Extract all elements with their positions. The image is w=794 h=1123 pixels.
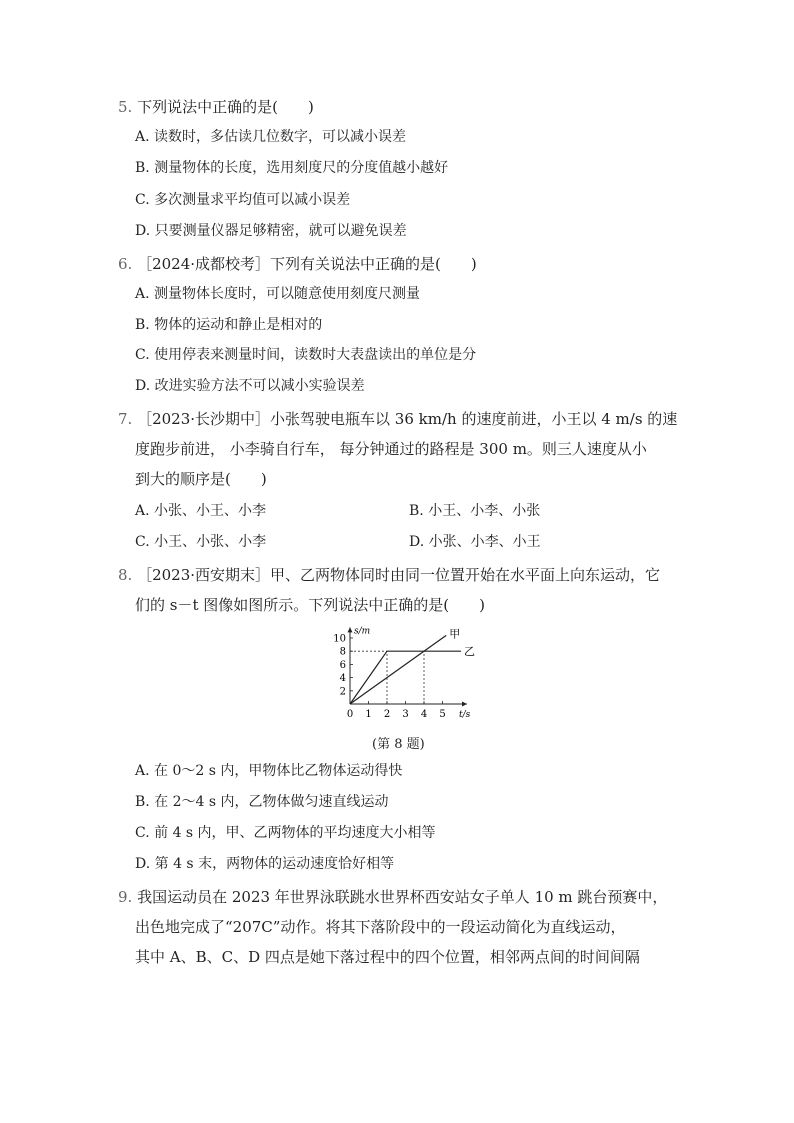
x-tick-label-5: 5: [439, 709, 446, 720]
question-6-stem: [118, 254, 477, 274]
question-8-text-2: 们的 s－t 图像如图所示。下列说法中正确的是( ): [135, 596, 485, 614]
q6-option-c: C. 使用停表来测量时间，读数时大表盘读出的单位是分: [135, 347, 477, 363]
x-axis-label: t/s: [459, 710, 471, 720]
q5-option-a: A. 读数时，多估读几位数字，可以减小误差: [135, 129, 407, 145]
q8-option-d: D. 第 4 s 末，两物体的运动速度恰好相等: [135, 856, 395, 872]
question-9-stem-line-1: [118, 887, 667, 907]
question-9-text-3: 其中 A、B、C、D 四点是她下落过程中的四个位置，相邻两点间的时间间隔: [135, 948, 640, 966]
y-axis-label: s/m: [354, 626, 371, 637]
y-tick-label-4: 4: [339, 673, 346, 685]
y-tick-label-10: 10: [333, 633, 346, 645]
y-tick-label-6: 6: [339, 659, 346, 671]
x-tick-label-2: 2: [383, 709, 391, 720]
q7-option-d: D. 小张、小李、小王: [409, 534, 541, 550]
question-6-text: ［2024·成都校考］下列有关说法中正确的是( ): [137, 255, 477, 273]
series-line-0: [350, 635, 446, 704]
question-7-text-2: 度跑步前进， 小李骑自行车， 每分钟通过的路程是 300 m。则三人速度从小: [135, 440, 647, 458]
question-7-stem-line-1: [118, 409, 677, 429]
question-9-number: 9.: [118, 888, 133, 906]
question-7-number: 7.: [118, 410, 133, 428]
question-8-text-1: ［2023·西安期末］甲、乙两物体同时由同一位置开始在水平面上向东运动，它: [137, 566, 661, 584]
question-7-text-1: ［2023·长沙期中］小张驾驶电瓶车以 36 km/h 的速度前进，小王以 4 m/s 的速: [137, 410, 678, 428]
question-5-number: 5.: [118, 98, 133, 116]
q5-option-c: C. 多次测量求平均值可以减小误差: [135, 192, 351, 208]
question-5-stem: [118, 97, 314, 117]
figure-caption: (第 8 题): [372, 737, 425, 752]
question-7-text-3: 到大的顺序是( ): [135, 470, 267, 488]
q5-option-d: D. 只要测量仪器足够精密，就可以避免误差: [135, 223, 407, 239]
q7-option-c: C. 小王、小张、小李: [135, 534, 267, 550]
question-8-stem-line-1: [118, 565, 660, 585]
question-8-number: 8.: [118, 566, 133, 584]
q6-option-b: B. 物体的运动和静止是相对的: [135, 317, 323, 333]
q8-option-c: C. 前 4 s 内，甲、乙两物体的平均速度大小相等: [135, 825, 436, 841]
q7-option-b: B. 小王、小李、小张: [409, 503, 541, 519]
x-tick-label-0: 0: [346, 709, 354, 720]
q5-option-b: B. 测量物体的长度，选用刻度尺的分度值越小越好: [135, 160, 449, 176]
question-5-text: 下列说法中正确的是( ): [137, 98, 314, 116]
q8-option-a: A. 在 0～2 s 内，甲物体比乙物体运动得快: [135, 763, 403, 779]
q6-option-d: D. 改进实验方法不可以减小实验误差: [135, 378, 365, 394]
series-label-1: 乙: [464, 645, 475, 659]
x-tick-label-4: 4: [420, 709, 428, 720]
q7-option-a: A. 小张、小王、小李: [135, 503, 267, 519]
y-tick-label-2: 2: [339, 686, 346, 698]
question-6-number: 6.: [118, 255, 133, 273]
question-9-text-1: 我国运动员在 2023 年世界泳联跳水世界杯西安站女子单人 10 m 跳台预赛中，: [137, 888, 668, 906]
series-line-1: [350, 651, 461, 704]
q8-option-b: B. 在 2～4 s 内，乙物体做匀速直线运动: [135, 794, 389, 810]
y-axis-arrow: [348, 627, 353, 632]
st-graph: [320, 622, 480, 722]
x-axis-arrow: [462, 702, 467, 707]
x-tick-label-3: 3: [402, 709, 409, 720]
question-9-text-2: 出色地完成了“207C”动作。将其下落阶段中的一段运动简化为直线运动，: [135, 918, 626, 936]
x-tick-label-1: 1: [365, 709, 372, 720]
series-label-0: 甲: [449, 627, 461, 641]
q6-option-a: A. 测量物体长度时，可以随意使用刻度尺测量: [135, 286, 421, 302]
y-tick-label-8: 8: [339, 646, 346, 658]
